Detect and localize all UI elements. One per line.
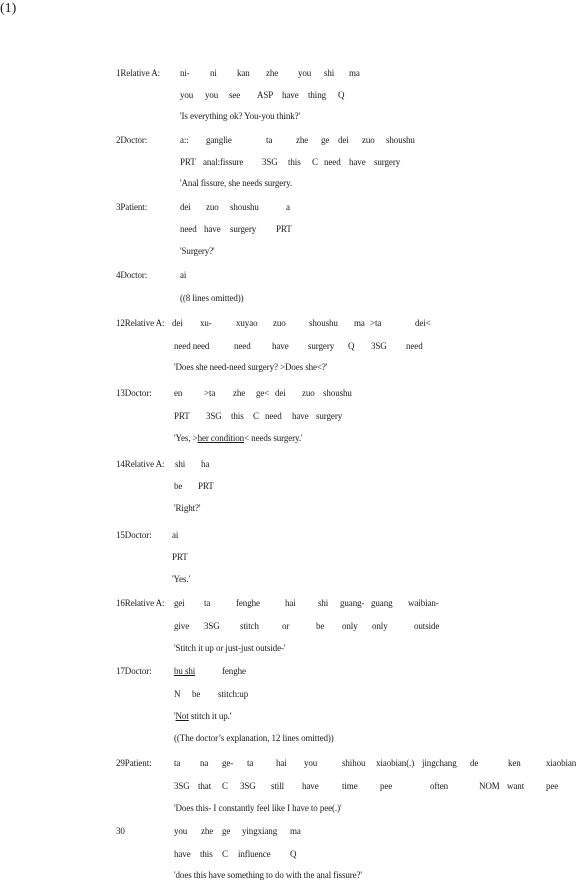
- gloss: be: [316, 621, 325, 631]
- token: dei: [338, 135, 349, 145]
- gloss: need: [234, 341, 251, 351]
- token: waibian-: [408, 598, 439, 608]
- speaker-label: 12Relative A:: [116, 318, 165, 328]
- gloss: C: [312, 157, 318, 167]
- token: shoushu: [230, 202, 259, 212]
- gloss: surgery: [308, 341, 335, 351]
- translation: 'Yes.': [172, 574, 190, 584]
- speaker-label: 1Relative A:: [116, 68, 161, 78]
- token: en: [174, 388, 183, 398]
- gloss: 3SG: [204, 621, 220, 631]
- token: ni-: [180, 68, 190, 78]
- gloss: be: [174, 481, 183, 491]
- speaker-label: 17Doctor:: [116, 666, 152, 676]
- gloss: PRT: [174, 411, 190, 421]
- token: you: [174, 826, 188, 836]
- token: xu-: [200, 318, 212, 328]
- token: shoushu: [386, 135, 415, 145]
- token: shi: [318, 598, 329, 608]
- gloss: anal:fissure: [203, 157, 244, 167]
- gloss: have: [292, 411, 309, 421]
- token: you: [304, 758, 318, 768]
- gloss: C: [222, 849, 228, 859]
- token: guang-: [340, 598, 365, 608]
- token: zuo: [273, 318, 286, 328]
- gloss: have: [204, 224, 221, 234]
- token: zuo: [206, 202, 219, 212]
- omitted-note: ((The doctor’s explanation, 12 lines omitted)): [174, 733, 334, 743]
- token: xuyao: [236, 318, 258, 328]
- token: dei<: [415, 318, 431, 328]
- gloss: still: [271, 781, 285, 791]
- gloss: give: [174, 621, 190, 631]
- token: ta: [266, 135, 273, 145]
- translation: 'Surgery?': [180, 246, 215, 256]
- speaker-label: 2Doctor:: [116, 135, 148, 145]
- token: zhe: [233, 388, 246, 398]
- gloss: need: [324, 157, 341, 167]
- token: na: [200, 758, 209, 768]
- gloss: surgery: [316, 411, 343, 421]
- token: ai: [172, 530, 179, 540]
- translation: 'does this have something to do with the anal fissure?': [174, 870, 362, 880]
- token: >ta: [370, 318, 382, 328]
- gloss: PRT: [180, 157, 196, 167]
- gloss: Q: [290, 849, 297, 859]
- gloss: pee: [546, 781, 559, 791]
- gloss: surgery: [230, 224, 257, 234]
- gloss: have: [174, 849, 191, 859]
- token: shihou: [342, 758, 366, 768]
- gloss: 3SG: [174, 781, 190, 791]
- gloss: time: [342, 781, 358, 791]
- translation-part: 'Yes, >: [174, 433, 198, 443]
- gloss: this: [231, 411, 244, 421]
- translation: 'Right?': [174, 503, 201, 513]
- gloss: Q: [338, 90, 345, 100]
- gloss: surgery: [374, 157, 401, 167]
- gloss: only: [342, 621, 358, 631]
- token: dei: [172, 318, 183, 328]
- token: shoushu: [323, 388, 352, 398]
- translation: 'Does this- I constantly feel like I have to pee(.)': [174, 803, 342, 813]
- gloss: you: [180, 90, 194, 100]
- translation-part: < needs surgery.': [244, 433, 303, 443]
- speaker-label: 30: [116, 826, 125, 836]
- gloss: Q: [348, 341, 355, 351]
- gloss: this: [288, 157, 301, 167]
- speaker-label: 29Patient:: [116, 758, 152, 768]
- speaker-label: 3Patient:: [116, 202, 148, 212]
- gloss: ASP: [257, 90, 274, 100]
- token: fenghe: [222, 666, 246, 676]
- gloss: influence: [238, 849, 271, 859]
- token: hai: [276, 758, 287, 768]
- gloss: only: [372, 621, 388, 631]
- gloss: C: [253, 411, 259, 421]
- gloss: see: [229, 90, 241, 100]
- gloss: N: [174, 689, 181, 699]
- gloss: pee: [380, 781, 393, 791]
- gloss: have: [302, 781, 319, 791]
- gloss: 3SG: [371, 341, 387, 351]
- token: jingchang: [422, 758, 457, 768]
- token: ma: [349, 68, 360, 78]
- token: zhe: [266, 68, 279, 78]
- gloss: need: [265, 411, 282, 421]
- token: zhe: [296, 135, 309, 145]
- token: ha: [201, 459, 210, 469]
- token: zhe: [201, 826, 214, 836]
- gloss: need: [180, 224, 197, 234]
- token: shi: [175, 459, 186, 469]
- token: you: [298, 68, 312, 78]
- token: dei: [275, 388, 286, 398]
- token: ge: [321, 135, 330, 145]
- token: ni: [210, 68, 217, 78]
- gloss: outside: [414, 621, 440, 631]
- token: shi: [324, 68, 335, 78]
- token: xiaobian(.): [376, 758, 415, 768]
- speaker-label: 15Doctor:: [116, 530, 152, 540]
- gloss: often: [430, 781, 448, 791]
- gloss: thing: [308, 90, 327, 100]
- gloss: 3SG: [206, 411, 222, 421]
- token: yingxiang: [242, 826, 278, 836]
- gloss: you: [205, 90, 219, 100]
- token: xiaobian: [546, 758, 577, 768]
- token: ge-: [222, 758, 234, 768]
- underlined-text: Not: [175, 711, 189, 721]
- translation-part: ': [174, 711, 176, 721]
- token: >ta: [204, 388, 216, 398]
- gloss: have: [272, 341, 289, 351]
- gloss: need: [406, 341, 423, 351]
- gloss: PRT: [276, 224, 292, 234]
- token: guang: [371, 598, 393, 608]
- omitted-note: ((8 lines omitted)): [180, 293, 244, 303]
- token: a::: [180, 135, 189, 145]
- token: ge<: [256, 388, 270, 398]
- token: ma: [290, 826, 301, 836]
- speaker-label: 14Relative A:: [116, 459, 165, 469]
- gloss: C: [222, 781, 228, 791]
- token: de: [470, 758, 479, 768]
- token: fenghe: [236, 598, 260, 608]
- speaker-label: 13Doctor:: [116, 388, 152, 398]
- translation: 'Is everything ok? You-you think?': [180, 111, 301, 121]
- token: a: [286, 202, 290, 212]
- gloss: want: [507, 781, 525, 791]
- gloss: be: [192, 689, 201, 699]
- translation: [174, 711, 231, 722]
- translation: [174, 433, 303, 444]
- token: ma: [354, 318, 365, 328]
- underlined-token: bu shi: [174, 666, 196, 676]
- gloss: that: [198, 781, 212, 791]
- translation-part: stitch it up.': [188, 711, 232, 721]
- underlined-text: her condition: [197, 433, 245, 443]
- token: ta: [247, 758, 254, 768]
- token: ai: [180, 270, 187, 280]
- gloss: PRT: [172, 552, 188, 562]
- gloss: stitch:up: [218, 689, 249, 699]
- translation: 'Does she need-need surgery? >Does she<?': [174, 362, 328, 372]
- token: kan: [237, 68, 250, 78]
- gloss: have: [282, 90, 299, 100]
- gloss: this: [200, 849, 213, 859]
- token: zuo: [362, 135, 375, 145]
- token: zuo: [302, 388, 315, 398]
- translation: 'Stitch it up or just-just outside-': [174, 643, 286, 653]
- token: gei: [174, 598, 185, 608]
- token: shoushu: [309, 318, 338, 328]
- token: hai: [285, 598, 296, 608]
- example-number: (1): [0, 1, 17, 16]
- token: ganglie: [206, 135, 232, 145]
- token: dei: [180, 202, 191, 212]
- translation: 'Anal fissure, she needs surgery.: [180, 178, 293, 188]
- gloss: stitch: [240, 621, 259, 631]
- gloss: 3SG: [240, 781, 256, 791]
- token: ken: [508, 758, 521, 768]
- gloss: need need: [174, 341, 210, 351]
- gloss: NOM: [479, 781, 500, 791]
- gloss: or: [282, 621, 290, 631]
- gloss: have: [349, 157, 366, 167]
- speaker-label: 16Relative A:: [116, 598, 165, 608]
- gloss: 3SG: [262, 157, 278, 167]
- speaker-label: 4Doctor:: [116, 270, 148, 280]
- gloss: PRT: [198, 481, 214, 491]
- token: ge: [222, 826, 231, 836]
- token: ta: [174, 758, 181, 768]
- token: ta: [204, 598, 211, 608]
